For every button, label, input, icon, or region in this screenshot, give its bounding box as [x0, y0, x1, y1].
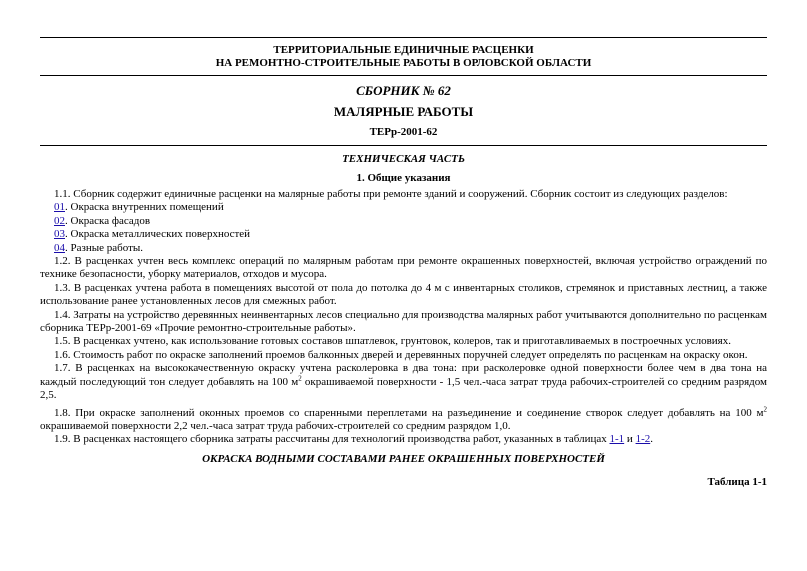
collection-number: СБОРНИК № 62 [356, 83, 451, 98]
general-section-title: 1. Общие указания [356, 172, 451, 184]
paragraph-1-9 [40, 433, 767, 446]
paragraph-1-4: 1.4. Затраты на устройство деревянных неинвентарных лесов специально для производства малярных работ учитываются дополнительно по расценкам сборника ТЕРр-2001-69 «Прочие ремонтно-строительные работы». [40, 308, 767, 335]
paragraph-1-3: 1.3. В расценках учтена работа в помещениях высотой от пола до потолка до 4 м с инвентарных столиков, стремянок и приставных лестниц, а также использование ранее установленных лесов для смежных работ. [40, 281, 767, 308]
paragraph-1-2: 1.2. В расценках учтен весь комплекс операций по малярным работам при ремонте окрашенных поверхностей, включая устройство ограждений по технике безопасности, уборку материалов, отходов и мусора. [40, 255, 767, 281]
paragraph-1-1: 1.1. Сборник содержит единичные расценки на малярные работы при ремонте зданий и сооружений. Сборник состоит из следующих разделов: [54, 188, 728, 200]
section-link-02[interactable]: 02 [54, 214, 65, 227]
subsection-title: ОКРАСКА ВОДНЫМИ СОСТАВАМИ РАНЕЕ ОКРАШЕННЫХ ПОВЕРХНОСТЕЙ [202, 452, 605, 465]
header-line-1: ТЕРРИТОРИАЛЬНЫЕ ЕДИНИЧНЫЕ РАСЦЕНКИ [273, 44, 534, 56]
code-rule [40, 145, 767, 146]
paragraph-1-9-and: и [624, 433, 636, 446]
header-line-2: НА РЕМОНТНО-СТРОИТЕЛЬНЫЕ РАБОТЫ В ОРЛОВСКОЙ ОБЛАСТИ [215, 57, 592, 69]
section-link-01[interactable]: 01 [54, 201, 65, 214]
collection-name: МАЛЯРНЫЕ РАБОТЫ [333, 104, 474, 119]
section-link-03[interactable]: 03 [54, 228, 65, 241]
section-text: . Разные работы. [65, 241, 144, 254]
paragraph-1-7-text: 1.7. В расценках на высококачественную окраску учтена расколеровка в два тона: при расколеровке одной поверхности более чем в два тона на каждый последующий тон следует добавлять на 100 м [40, 362, 767, 388]
paragraph-1-9-text: 1.9. В расценках настоящего сборника затраты рассчитаны для технологий производства работ, указанных в таблицах [54, 433, 610, 446]
paragraph-1-5: 1.5. В расценках учтено, как использование готовых составов шпатлевок, грунтовок, колеров, так и приготавливаемых в построечных условиях. [54, 335, 731, 348]
section-text: . Окраска фасадов [65, 214, 151, 227]
technical-part-title: ТЕХНИЧЕСКАЯ ЧАСТЬ [342, 153, 465, 165]
table-link-1-1[interactable]: 1-1 [609, 433, 625, 446]
superscript: 2 [298, 374, 302, 383]
paragraph-1-8-text-end: окрашиваемой поверхности 2,2 чел.-часа затрат труда рабочих-строителей со средним разрядом 1,0. [40, 419, 511, 432]
section-item [40, 242, 767, 255]
section-item [40, 201, 767, 214]
section-item [40, 215, 767, 228]
paragraph-1-9-end: . [650, 433, 653, 446]
section-text: . Окраска металлических поверхностей [65, 228, 251, 241]
paragraph-1-7-text-end: окрашиваемой поверхности - 1,5 чел.-часа затрат труда рабочих-строителей со средним разрядом 2,5. [40, 375, 767, 402]
document-body [40, 188, 767, 490]
table-label: Таблица 1-1 [707, 476, 767, 489]
section-item [40, 228, 767, 241]
header-rule [40, 75, 767, 76]
section-text: . Окраска внутренних помещений [65, 201, 224, 214]
table-link-1-2[interactable]: 1-2 [635, 433, 651, 446]
paragraph-1-6: 1.6. Стоимость работ по окраске заполнений проемов балконных дверей и деревянных поручней следует определять по расценкам на окраску окон. [54, 348, 748, 361]
section-link-04[interactable]: 04 [54, 241, 65, 254]
paragraph-1-8 [40, 404, 767, 434]
top-rule [40, 37, 767, 38]
paragraph-1-8-text: 1.8. При окраске заполнений оконных проемов со спаренными переплетами на разъединение и соединение створок следует добавлять на 100 м [54, 406, 764, 419]
superscript: 2 [763, 404, 767, 413]
collection-code: ТЕРр-2001-62 [369, 126, 438, 138]
paragraph-1-7 [40, 362, 767, 402]
